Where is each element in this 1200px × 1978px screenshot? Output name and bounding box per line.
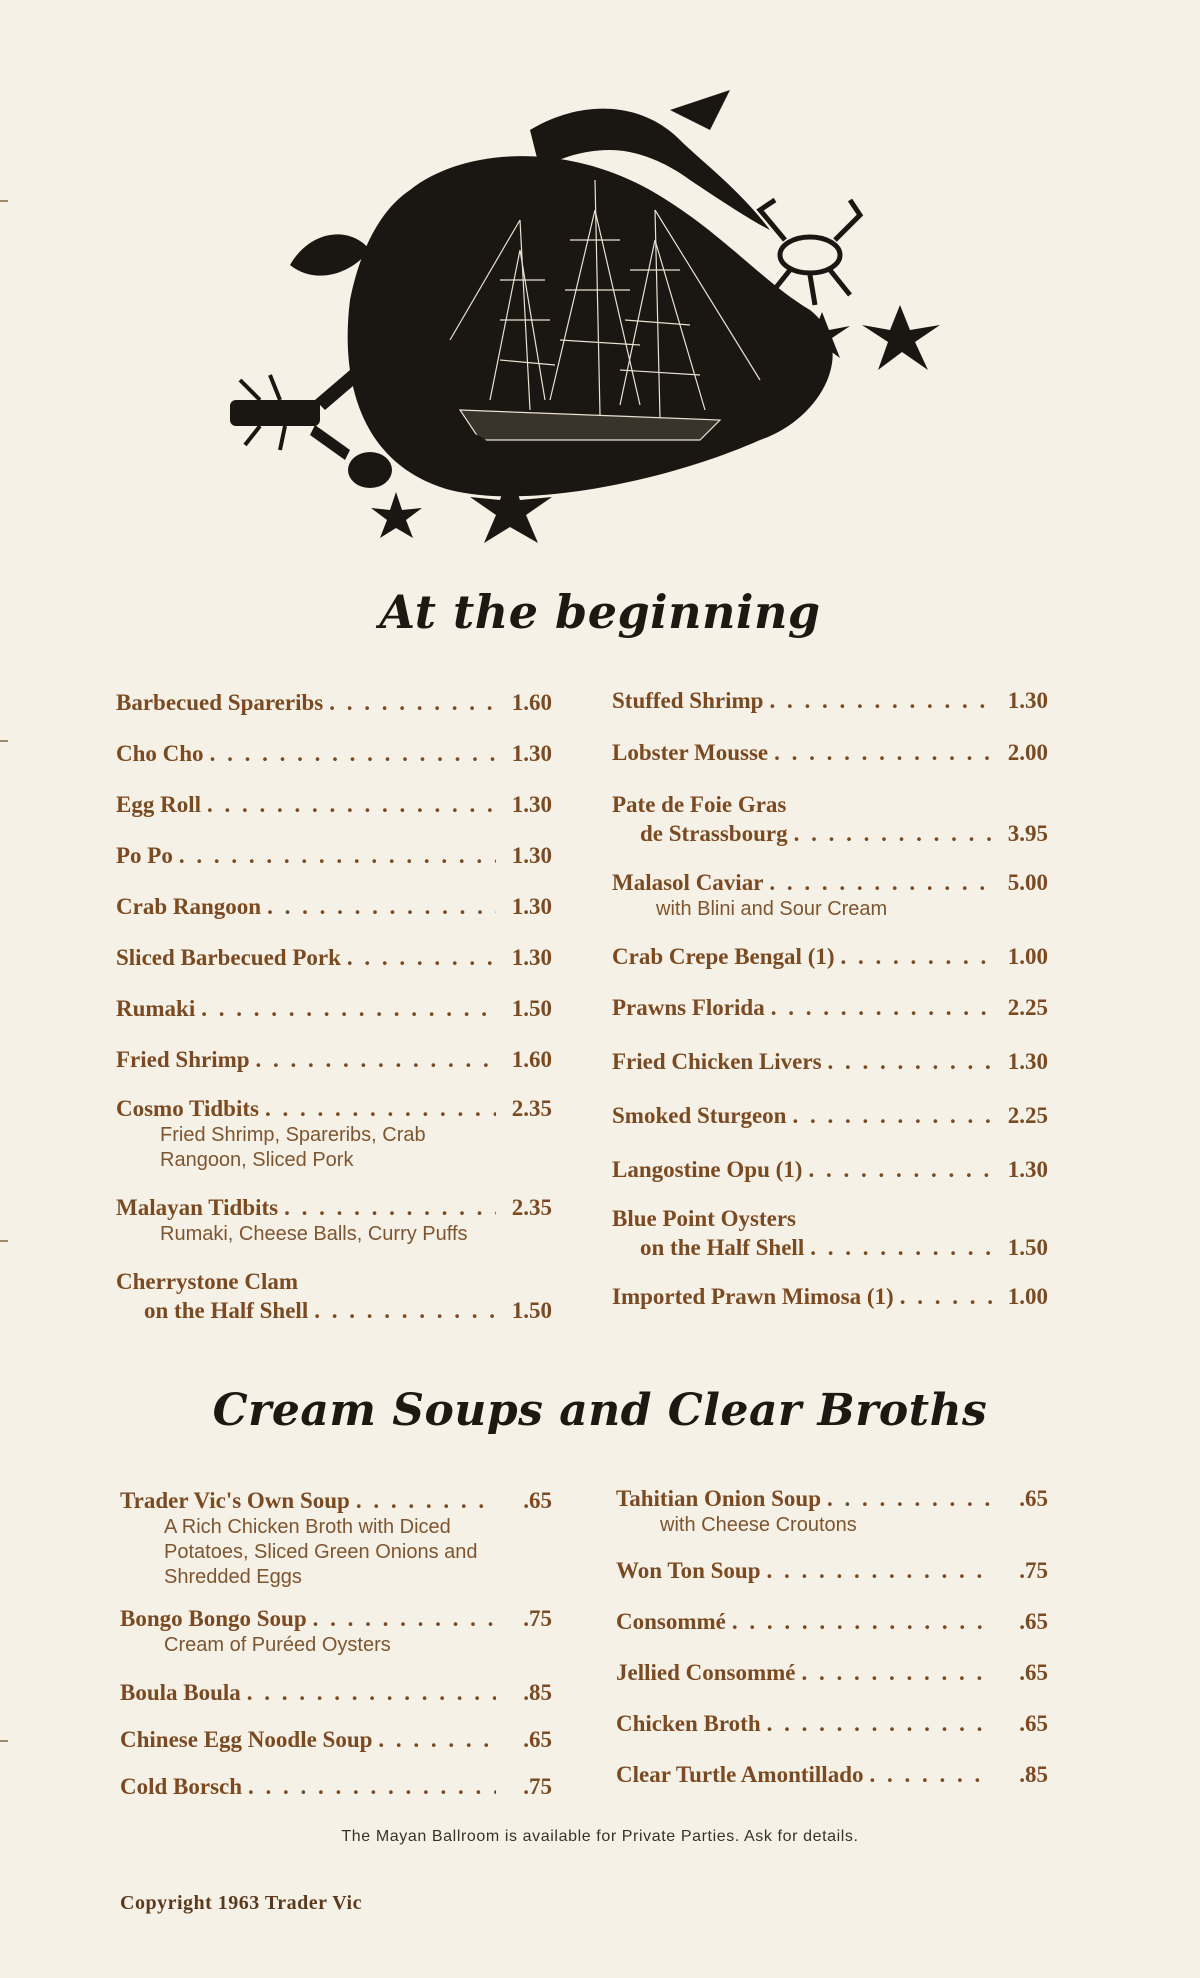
dot-leader <box>732 1607 992 1636</box>
menu-item <box>616 1760 1048 1789</box>
menu-item-price: 1.60 <box>511 1047 552 1072</box>
dot-leader <box>810 1233 992 1262</box>
menu-item-name: Fried Chicken Livers <box>612 1049 822 1074</box>
dot-leader <box>329 688 496 717</box>
menu-item-price: 2.25 <box>1007 1103 1048 1128</box>
menu-item-price: 1.30 <box>511 843 552 868</box>
dot-leader <box>769 868 992 897</box>
beginning-left-column <box>116 688 552 1325</box>
menu-item-price: 1.30 <box>511 741 552 766</box>
menu-item-price: 1.60 <box>511 690 552 715</box>
dot-leader <box>284 1193 496 1222</box>
menu-item-name: Pate de Foie Gras <box>612 792 787 817</box>
menu-item <box>612 1047 1048 1076</box>
menu-item <box>612 993 1048 1022</box>
menu-item-name: Boula Boula <box>120 1680 241 1705</box>
menu-item <box>612 738 1048 767</box>
menu-item <box>120 1604 552 1658</box>
menu-item <box>612 686 1048 715</box>
menu-item-price: 1.30 <box>511 945 552 970</box>
menu-item-name: Cho Cho <box>116 741 204 766</box>
menu-item <box>116 892 552 921</box>
beginning-right-column <box>612 686 1048 1311</box>
menu-item <box>116 1267 552 1325</box>
menu-item-name: Sliced Barbecued Pork <box>116 945 341 970</box>
dot-leader <box>828 1047 992 1076</box>
menu-item-name: Bongo Bongo Soup <box>120 1606 307 1631</box>
menu-item-price: 3.95 <box>1007 821 1048 846</box>
menu-item <box>120 1725 552 1754</box>
menu-item <box>116 943 552 972</box>
menu-item-name-continued: on the Half Shell <box>144 1298 309 1323</box>
menu-item-price: 2.35 <box>511 1195 552 1220</box>
menu-item-description: A Rich Chicken Broth with Diced Potatoes, Sliced Green Onions and Shredded Eggs <box>164 1516 478 1588</box>
dot-leader <box>207 790 496 819</box>
dot-leader <box>265 1094 496 1123</box>
menu-item <box>116 1045 552 1074</box>
menu-item-description: Rumaki, Cheese Balls, Curry Puffs <box>160 1223 468 1245</box>
dot-leader <box>808 1155 992 1184</box>
menu-item <box>616 1607 1048 1636</box>
menu-item-price: 1.00 <box>1007 944 1048 969</box>
menu-item-price: .65 <box>523 1727 552 1752</box>
menu-item-price: 1.50 <box>1007 1235 1048 1260</box>
dot-leader <box>267 892 496 921</box>
menu-item <box>116 841 552 870</box>
menu-item <box>616 1484 1048 1538</box>
menu-item <box>616 1658 1048 1687</box>
dot-leader <box>792 1101 992 1130</box>
dot-leader <box>794 819 992 848</box>
menu-item-price: .65 <box>1019 1609 1048 1634</box>
section-title-beginning: At the beginning <box>379 585 821 639</box>
menu-item-price: .75 <box>1019 1558 1048 1583</box>
dot-leader <box>802 1658 992 1687</box>
dot-leader <box>248 1772 496 1801</box>
menu-item-name: Langostine Opu (1) <box>612 1157 803 1182</box>
menu-item <box>116 739 552 768</box>
copyright: Copyright 1963 Trader Vic <box>120 1892 362 1914</box>
menu-item-description: Cream of Puréed Oysters <box>164 1634 391 1656</box>
dot-leader <box>771 993 992 1022</box>
menu-item-price: .65 <box>1019 1486 1048 1511</box>
crab-icon <box>760 200 860 305</box>
dot-leader <box>356 1486 496 1515</box>
soups-left-column <box>120 1486 552 1801</box>
menu-item <box>616 1556 1048 1585</box>
menu-item <box>612 1155 1048 1184</box>
dot-leader <box>767 1709 992 1738</box>
menu-item-name: Cold Borsch <box>120 1774 243 1799</box>
menu-item-name-continued: de Strassbourg <box>640 821 788 846</box>
menu-item-name: Lobster Mousse <box>612 740 769 765</box>
menu-item-name: Malasol Caviar <box>612 870 764 895</box>
lobster-icon <box>230 370 360 460</box>
dot-leader <box>769 686 992 715</box>
menu-item-description: Fried Shrimp, Spareribs, Crab Rangoon, Sliced Pork <box>160 1124 426 1171</box>
menu-item-description: with Blini and Sour Cream <box>656 898 888 920</box>
menu-item-name: Smoked Sturgeon <box>612 1103 787 1128</box>
dot-leader <box>256 1045 496 1074</box>
dot-leader <box>774 738 992 767</box>
ship-illustration <box>200 80 980 560</box>
menu-item-name: Malayan Tidbits <box>116 1195 279 1220</box>
dot-leader <box>900 1282 992 1311</box>
menu-item-price: .65 <box>523 1488 552 1513</box>
dot-leader <box>870 1760 993 1789</box>
menu-item-price: 1.00 <box>1007 1284 1048 1309</box>
menu-item <box>116 1094 552 1173</box>
menu-item <box>116 1193 552 1247</box>
menu-item <box>616 1709 1048 1738</box>
menu-item <box>116 994 552 1023</box>
dot-leader <box>314 1296 496 1325</box>
menu-item-name: Crab Rangoon <box>116 894 262 919</box>
menu-item-name: Jellied Consommé <box>616 1660 796 1685</box>
edge-tick <box>0 1240 8 1242</box>
menu-item-price: 1.50 <box>511 996 552 1021</box>
menu-item-name: Won Ton Soup <box>616 1558 761 1583</box>
menu-item-price: 1.30 <box>1007 688 1048 713</box>
menu-item-price: .65 <box>1019 1660 1048 1685</box>
dot-leader <box>179 841 496 870</box>
menu-item-name: Po Po <box>116 843 173 868</box>
menu-item-price: .85 <box>1019 1762 1048 1787</box>
menu-item-price: .75 <box>523 1774 552 1799</box>
menu-item-name: Barbecued Spareribs <box>116 690 324 715</box>
edge-tick <box>0 200 8 202</box>
dot-leader <box>827 1484 992 1513</box>
menu-item-name: Chicken Broth <box>616 1711 761 1736</box>
menu-item-name: Consommé <box>616 1609 726 1634</box>
menu-item-description: with Cheese Croutons <box>660 1514 857 1536</box>
menu-item-name: Cherrystone Clam <box>116 1269 299 1294</box>
menu-item-name: Tahitian Onion Soup <box>616 1486 821 1511</box>
menu-item-name-continued: on the Half Shell <box>640 1235 805 1260</box>
edge-tick <box>0 740 8 742</box>
menu-item <box>612 868 1048 922</box>
menu-item-price: 1.30 <box>1007 1049 1048 1074</box>
menu-item-price: 1.30 <box>511 792 552 817</box>
dot-leader <box>210 739 496 768</box>
menu-item <box>116 790 552 819</box>
menu-item <box>612 1204 1048 1262</box>
dot-leader <box>347 943 496 972</box>
menu-item-name: Egg Roll <box>116 792 201 817</box>
soups-right-column <box>616 1484 1048 1789</box>
menu-item-name: Blue Point Oysters <box>612 1206 796 1231</box>
menu-item <box>612 790 1048 848</box>
menu-item-name: Trader Vic's Own Soup <box>120 1488 350 1513</box>
private-parties-note: The Mayan Ballroom is available for Private Parties. Ask for details. <box>341 1828 859 1845</box>
menu-item-price: 1.50 <box>511 1298 552 1323</box>
menu-item-price: 2.35 <box>511 1096 552 1121</box>
menu-item <box>120 1772 552 1801</box>
menu-item-name: Stuffed Shrimp <box>612 688 764 713</box>
edge-tick <box>0 1740 8 1742</box>
menu-item-price: 2.00 <box>1007 740 1048 765</box>
menu-item-price: .85 <box>523 1680 552 1705</box>
menu-item-name: Clear Turtle Amontillado <box>616 1762 864 1787</box>
menu-item-name: Prawns Florida <box>612 995 765 1020</box>
menu-item <box>612 1282 1048 1311</box>
dot-leader <box>767 1556 992 1585</box>
menu-item-price: .65 <box>1019 1711 1048 1736</box>
menu-item-price: 2.25 <box>1007 995 1048 1020</box>
menu-item-name: Chinese Egg Noodle Soup <box>120 1727 373 1752</box>
menu-item <box>120 1486 552 1590</box>
dot-leader <box>378 1725 496 1754</box>
menu-item-price: .75 <box>523 1606 552 1631</box>
menu-item <box>612 1101 1048 1130</box>
dot-leader <box>313 1604 496 1633</box>
menu-item-price: 5.00 <box>1007 870 1048 895</box>
menu-item-name: Cosmo Tidbits <box>116 1096 259 1121</box>
dot-leader <box>841 942 992 971</box>
menu-item-name: Fried Shrimp <box>116 1047 250 1072</box>
menu-item <box>116 688 552 717</box>
menu-item-name: Crab Crepe Bengal (1) <box>612 944 835 969</box>
menu-item-name: Imported Prawn Mimosa (1) <box>612 1284 894 1309</box>
section-title-soups: Cream Soups and Clear Broths <box>212 1385 988 1436</box>
dot-leader <box>247 1678 496 1707</box>
menu-item <box>120 1678 552 1707</box>
dot-leader <box>201 994 496 1023</box>
menu-item-price: 1.30 <box>1007 1157 1048 1182</box>
menu-item-price: 1.30 <box>511 894 552 919</box>
menu-item-name: Rumaki <box>116 996 196 1021</box>
menu-item <box>612 942 1048 971</box>
